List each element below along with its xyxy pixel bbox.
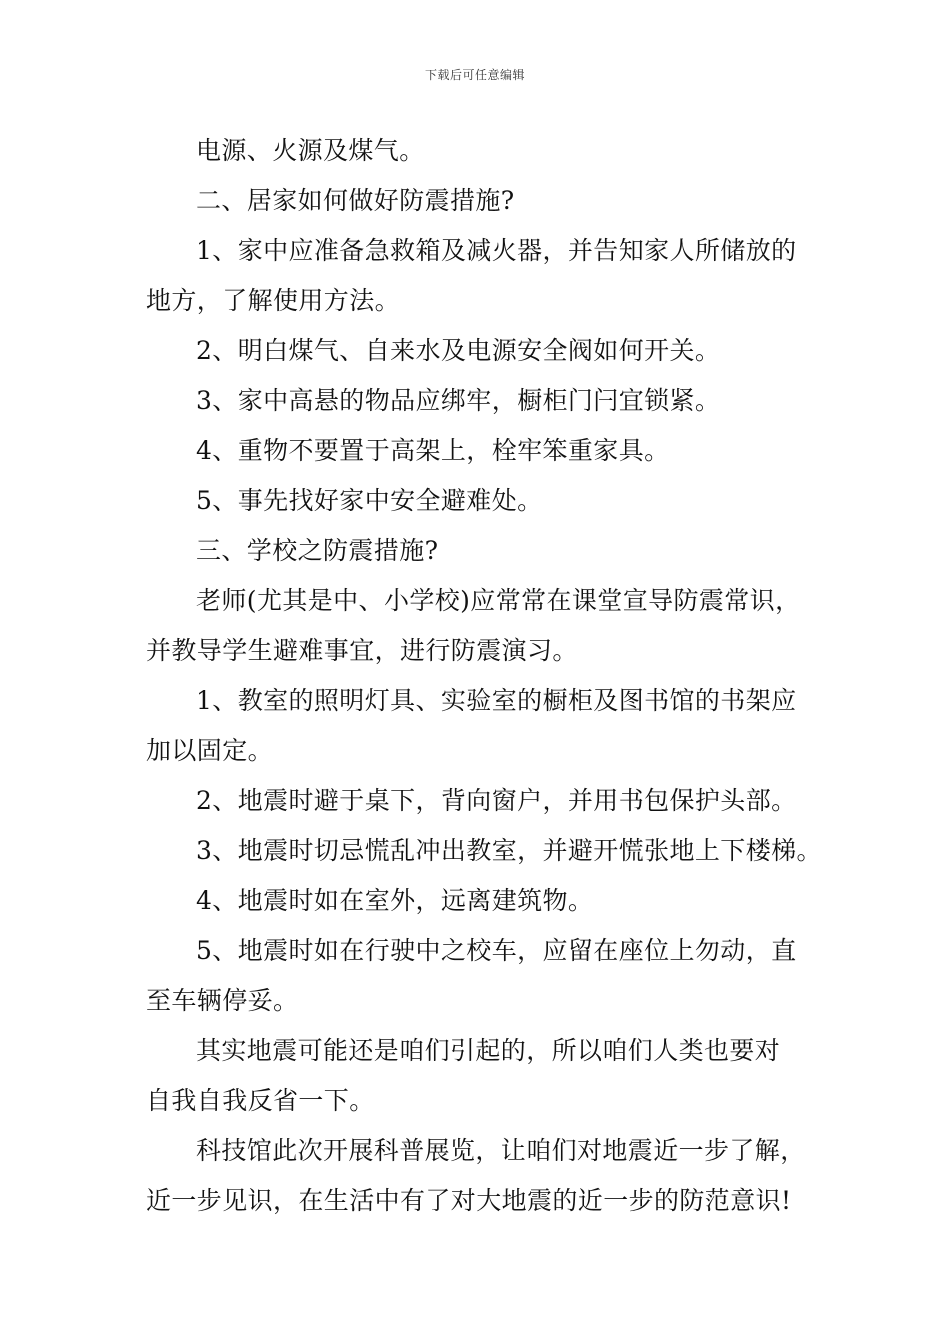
text-line: 并教导学生避难事宜，进行防震演习。 (146, 636, 578, 665)
text-line: 1、教室的照明灯具、实验室的橱柜及图书馆的书架应 (196, 686, 797, 715)
text-line: 三、学校之防震措施? (196, 536, 439, 565)
text-line: 4、重物不要置于高架上，栓牢笨重家具。 (196, 436, 670, 465)
text-line: 1、家中应准备急救箱及减火器，并告知家人所储放的 (196, 236, 797, 265)
text-line: 5、事先找好家中安全避难处。 (196, 486, 543, 515)
text-line: 2、明白煤气、自来水及电源安全阀如何开关。 (196, 336, 721, 365)
text-line: 科技馆此次开展科普展览，让咱们对地震近一步了解， (196, 1136, 806, 1165)
text-line: 2、地震时避于桌下，背向窗户，并用书包保护头部。 (196, 786, 797, 815)
text-line: 3、家中高悬的物品应绑牢，橱柜门闩宜锁紧。 (196, 386, 721, 415)
text-line: 二、居家如何做好防震措施? (196, 186, 515, 215)
text-line: 电源、火源及煤气。 (196, 136, 425, 165)
text-line: 其实地震可能还是咱们引起的，所以咱们人类也要对 (196, 1036, 781, 1065)
text-line: 至车辆停妥。 (146, 986, 299, 1015)
text-line: 自我自我反省一下。 (146, 1086, 375, 1115)
text-line: 3、地震时切忌慌乱冲出教室，并避开慌张地上下楼梯。 (196, 836, 822, 865)
text-line: 5、地震时如在行驶中之校车，应留在座位上勿动，直 (196, 936, 797, 965)
text-line: 近一步见识，在生活中有了对大地震的近一步的防范意识! (146, 1186, 792, 1215)
page-header: 下载后可任意编辑 (424, 68, 525, 82)
body-text (146, 126, 822, 1226)
text-line: 加以固定。 (146, 736, 274, 765)
text-line: 4、地震时如在室外，远离建筑物。 (196, 886, 594, 915)
text-line: 地方，了解使用方法。 (146, 286, 401, 315)
text-line: 老师(尤其是中、小学校)应常常在课堂宣导防震常识， (196, 586, 801, 615)
